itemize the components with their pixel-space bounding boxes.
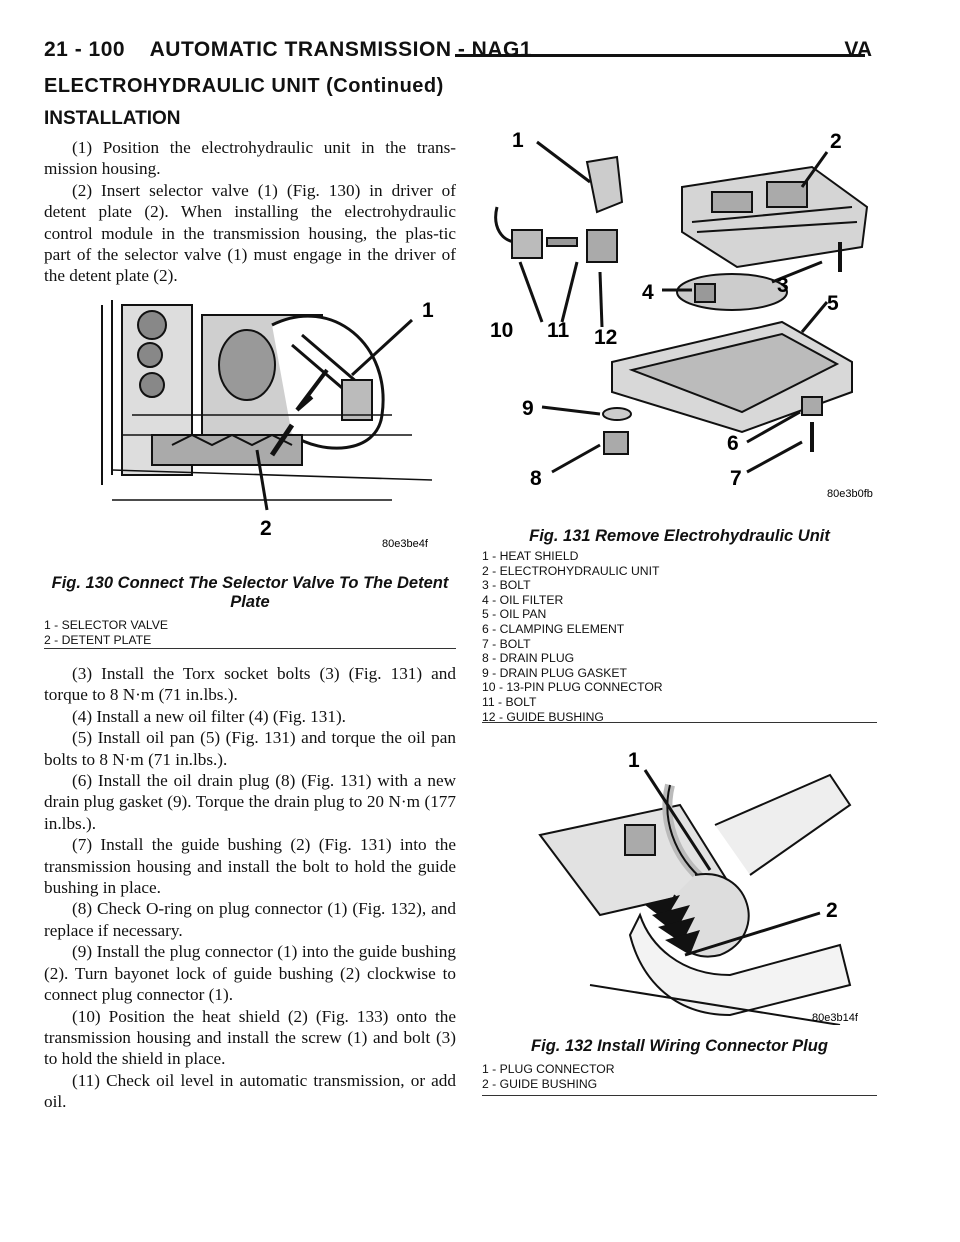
fig131-callout-7: 7 <box>730 467 742 490</box>
fig131-legend-item: 10 - 13-PIN PLUG CONNECTOR <box>482 680 663 695</box>
fig132-callout-1: 1 <box>628 749 640 772</box>
fig131-illustration <box>482 112 877 512</box>
fig131-legend-item: 8 - DRAIN PLUG <box>482 651 575 666</box>
fig131-callout-5: 5 <box>827 292 839 315</box>
fig131-legend-item: 9 - DRAIN PLUG GASKET <box>482 665 627 680</box>
fig131-legend-item: 4 - OIL FILTER <box>482 592 564 607</box>
fig130-caption: Fig. 130 Connect The Selector Valve To The Detent Plate <box>51 574 449 611</box>
step-2: (2) Insert selector valve (1) (Fig. 130) in driver of detent plate (2). When installing the electrohydraulic control module in the transmission housing, the plas-tic part of the selector valve (1) must engage in the driver of the detent plate (2). <box>44 180 456 286</box>
header-rule <box>455 54 865 57</box>
step-3: (3) Install the Torx socket bolts (3) (Fig. 131) and torque to 8 N·m (71 in.lbs.). <box>44 664 456 705</box>
fig130-code: 80e3be4f <box>382 538 428 550</box>
fig131-rule <box>482 722 877 723</box>
step-11: (11) Check oil level in automatic transmission, or add oil. <box>44 1070 456 1112</box>
fig131-callout-11: 11 <box>547 319 570 342</box>
fig130-rule <box>44 648 456 649</box>
fig131-callout-9: 9 <box>522 397 534 420</box>
step-4: (4) Install a new oil filter (4) (Fig. 131). <box>72 706 346 726</box>
fig132-illustration <box>530 745 870 1025</box>
fig131-callout-2: 2 <box>830 130 842 153</box>
fig132-legend-item: 1 - PLUG CONNECTOR <box>482 1062 615 1076</box>
fig132-legend-item: 2 - GUIDE BUSHING <box>482 1076 598 1091</box>
fig131-caption: Fig. 131 Remove Electrohydraulic Unit <box>529 527 830 545</box>
fig131-legend-item: 11 - BOLT <box>482 694 537 709</box>
fig130-legend <box>44 618 168 647</box>
fig132-caption: Fig. 132 Install Wiring Connector Plug <box>531 1037 828 1055</box>
fig131-legend <box>482 549 663 724</box>
fig131-callout-1: 1 <box>512 129 524 152</box>
fig132-code: 80e3b14f <box>812 1012 858 1024</box>
fig130-callout-1: 1 <box>422 299 434 322</box>
step-5: (5) Install oil pan (5) (Fig. 131) and torque the oil pan bolts to 8 N·m (71 in.lbs.). <box>44 728 456 769</box>
fig131-callout-4: 4 <box>642 281 654 304</box>
fig131-callout-10: 10 <box>490 319 514 342</box>
fig130-illustration <box>92 285 452 555</box>
installation-heading: INSTALLATION <box>44 108 181 129</box>
section-title: AUTOMATIC TRANSMISSION - NAG1 <box>149 38 533 61</box>
step-7: (7) Install the guide bushing (2) (Fig. 131) into the transmission housing and install the bolt to hold the guide bushing in place. <box>44 835 456 898</box>
fig130-legend-item: 2 - DETENT PLATE <box>44 632 152 647</box>
fig131-legend-item: 5 - OIL PAN <box>482 607 547 622</box>
fig130-callout-2: 2 <box>260 517 272 540</box>
fig131-legend-item: 7 - BOLT <box>482 636 531 651</box>
fig131-callout-3: 3 <box>777 274 789 297</box>
fig131-code: 80e3b0fb <box>827 488 873 500</box>
page-header <box>44 38 532 62</box>
fig131-callout-12: 12 <box>594 326 618 349</box>
fig132-rule <box>482 1095 877 1096</box>
step-9: (9) Install the plug connector (1) into the guide bushing (2). Turn bayonet lock of guide bushing (2) clockwise to connect plug connector (1). <box>44 942 456 1005</box>
steps-bottom <box>44 663 456 1113</box>
continued-title: ELECTROHYDRAULIC UNIT (Continued) <box>44 75 444 97</box>
page-ref: 21 - 100 <box>44 38 126 61</box>
fig131-legend-item: 3 - BOLT <box>482 578 531 593</box>
model-code: VA <box>844 38 872 61</box>
fig131-legend-item: 1 - HEAT SHIELD <box>482 549 579 563</box>
fig130-legend-item: 1 - SELECTOR VALVE <box>44 618 168 632</box>
fig132-legend <box>482 1062 615 1091</box>
step-1: (1) Position the electrohydraulic unit in the trans-mission housing. <box>44 138 456 179</box>
fig131-callout-8: 8 <box>530 467 542 490</box>
fig131-legend-item: 12 - GUIDE BUSHING <box>482 709 604 724</box>
fig131-callout-6: 6 <box>727 432 739 455</box>
fig132-callout-2: 2 <box>826 899 838 922</box>
fig131-legend-item: 6 - CLAMPING ELEMENT <box>482 621 625 636</box>
step-6: (6) Install the oil drain plug (8) (Fig. 131) with a new drain plug gasket (9). Torque the drain plug to 20 N·m (177 in.lbs.). <box>44 771 456 833</box>
step-8: (8) Check O-ring on plug connector (1) (Fig. 132), and replace if necessary. <box>44 899 456 940</box>
steps-top <box>44 137 456 287</box>
step-10: (10) Position the heat shield (2) (Fig. 133) onto the transmission housing and install the screw (1) and bolt (3) to hold the shield in place. <box>44 1006 456 1069</box>
fig131-legend-item: 2 - ELECTROHYDRAULIC UNIT <box>482 563 660 578</box>
